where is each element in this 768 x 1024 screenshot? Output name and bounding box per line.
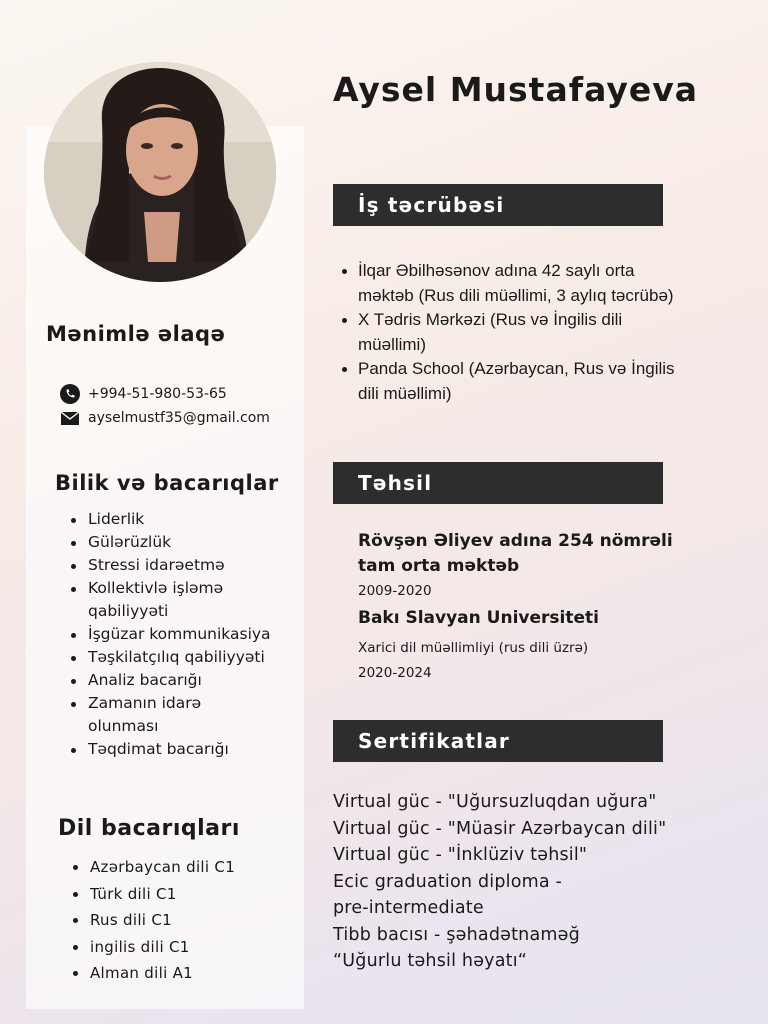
list-item: İşgüzar kommunikasiya bbox=[68, 623, 300, 646]
list-item: Kollektivlə işləmə qabiliyyəti bbox=[68, 577, 248, 623]
certificate-line: Virtual güc - "Müasir Azərbaycan dili" bbox=[333, 818, 667, 839]
school-name: Bakı Slavyan Universiteti bbox=[358, 608, 599, 628]
list-item: Alman dili A1 bbox=[70, 960, 300, 987]
list-item: Təşkilatçılıq qabiliyyəti bbox=[68, 646, 300, 669]
education-entry bbox=[358, 529, 688, 601]
page-title: Aysel Mustafayeva bbox=[333, 70, 698, 109]
certificates-heading: Sertifikatlar bbox=[333, 720, 663, 762]
certificates-list bbox=[333, 789, 753, 975]
certificate-line: Tibb bacısı - şəhadətnaməğ bbox=[333, 924, 580, 945]
phone-icon bbox=[60, 384, 80, 404]
list-item: Azərbaycan dili C1 bbox=[70, 854, 300, 881]
experience-heading: İş təcrübəsi bbox=[333, 184, 663, 226]
list-item: İlqar Əbilhəsənov adına 42 saylı orta məktəb (Rus dili müəllimi, 3 aylıq təcrübə) bbox=[340, 259, 680, 308]
education-heading: Təhsil bbox=[333, 462, 663, 504]
list-item: Liderlik bbox=[68, 508, 300, 531]
contact-phone[interactable] bbox=[60, 384, 227, 404]
experience-list bbox=[340, 259, 680, 406]
school-detail: Xarici dil müəllimliyi (rus dili üzrə) bbox=[358, 640, 589, 656]
education-entry bbox=[358, 606, 688, 683]
list-item: Rus dili C1 bbox=[70, 907, 300, 934]
list-item: Stressi idarəetmə bbox=[68, 554, 300, 577]
languages-heading: Dil bacarıqları bbox=[58, 816, 240, 841]
languages-list bbox=[70, 854, 300, 987]
school-name: Rövşən Əliyev adına 254 nömrəli tam orta məktəb bbox=[358, 531, 673, 576]
certificate-line: Virtual güc - "Uğursuzluqdan uğura" bbox=[333, 792, 657, 812]
profile-photo bbox=[44, 62, 276, 282]
list-item: Analiz bacarığı bbox=[68, 669, 300, 692]
list-item: Türk dili C1 bbox=[70, 881, 300, 908]
certificate-line: Virtual güc - "İnklüziv təhsil" bbox=[333, 845, 588, 865]
contact-heading: Mənimlə əlaqə bbox=[46, 322, 226, 346]
skills-heading: Bilik və bacarıqlar bbox=[55, 471, 279, 495]
certificate-line: pre-intermediate bbox=[333, 898, 484, 918]
envelope-icon bbox=[60, 408, 80, 428]
list-item: Zamanın idarə olunması bbox=[68, 692, 238, 738]
certificate-line: Ecic graduation diploma - bbox=[333, 871, 563, 892]
list-item: X Tədris Mərkəzi (Rus və İngilis dili müəllimi) bbox=[340, 308, 680, 357]
certificate-line: “Uğurlu təhsil həyatı“ bbox=[333, 951, 528, 971]
list-item: Panda School (Azərbaycan, Rus və İngilis dili müəllimi) bbox=[340, 357, 680, 406]
school-years: 2009-2020 bbox=[358, 583, 432, 599]
list-item: Təqdimat bacarığı bbox=[68, 738, 300, 761]
list-item: Gülərüzlük bbox=[68, 531, 300, 554]
contact-email[interactable] bbox=[60, 408, 270, 428]
phone-number: +994-51-980-53-65 bbox=[88, 386, 227, 402]
school-years: 2020-2024 bbox=[358, 665, 432, 681]
email-address: ayselmustf35@gmail.com bbox=[88, 410, 270, 426]
skills-list bbox=[68, 508, 300, 761]
list-item: ingilis dili C1 bbox=[70, 934, 300, 961]
